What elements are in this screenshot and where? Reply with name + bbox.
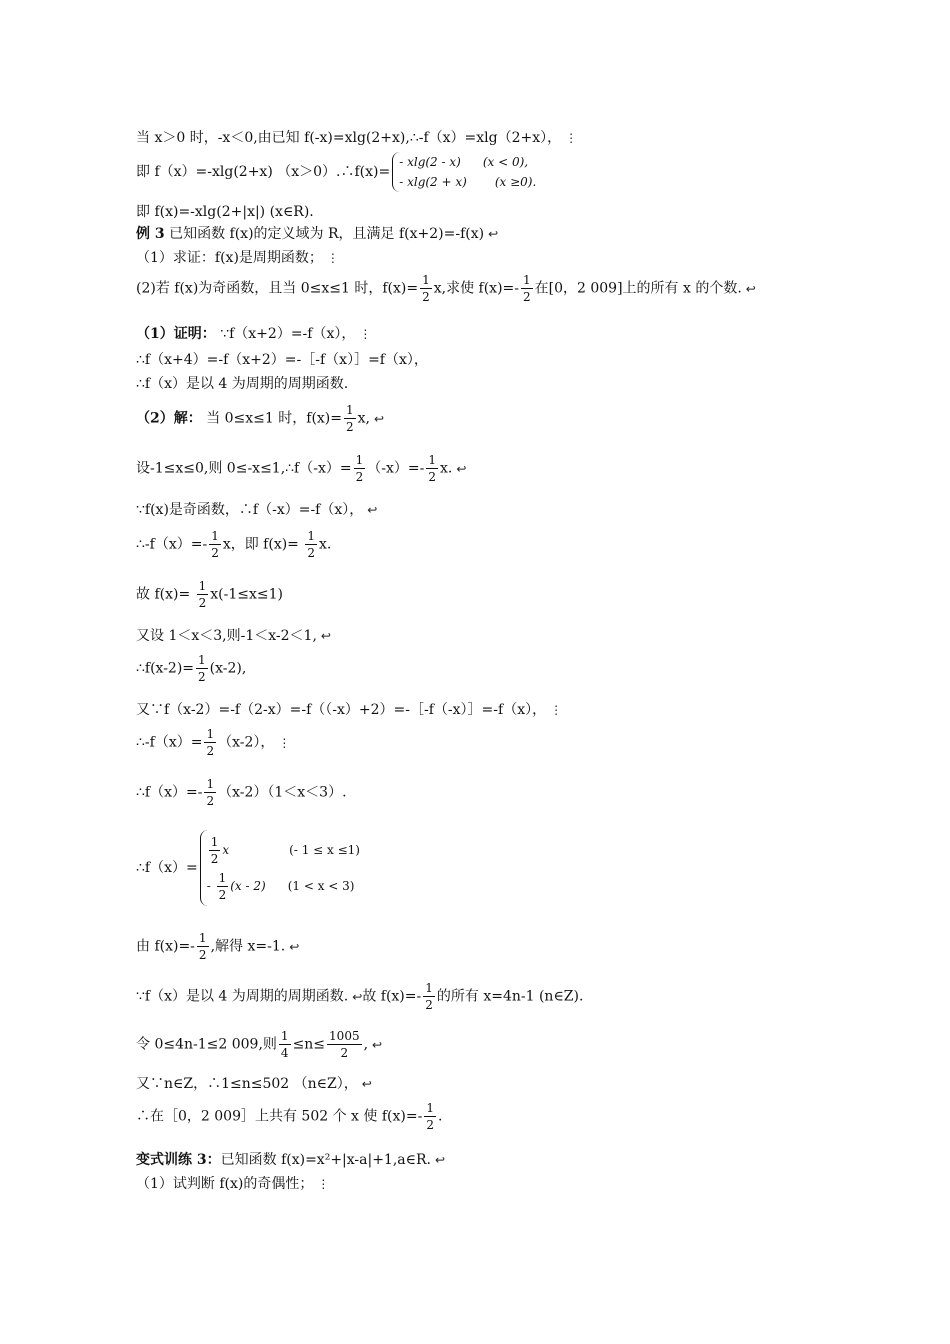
fraction: $\frac{1}{2}$ [523, 273, 531, 304]
fraction: $\frac{1}{2}$ [346, 403, 354, 434]
fraction: $\frac{1005}{2}$ [329, 1029, 360, 1060]
solution-line-7: ∴f(x-2)= $\frac{1}{2}$ (x-2), [136, 653, 247, 684]
piecewise-brace: $\frac{1}{2}$ x (- 1 ≤ x ≤1) - $\frac{1}{2}$ (x - 2) (1 < x < 3) [200, 830, 360, 906]
solution-line-15: 又∵n∈Z，∴1≤n≤502 （n∈Z）， ↩ [136, 1076, 372, 1092]
fraction: $\frac{1}{2}$ [198, 579, 207, 610]
return-arrow-icon: ↩ [352, 989, 363, 1004]
return-arrow-icon: ↩ [456, 461, 467, 476]
solution-line-16: ∴在［0，2 009］上共有 502 个 x 使 f(x)=- $\frac{1}{2}$ . [136, 1101, 443, 1132]
return-arrow-icon: ↩ [372, 1037, 383, 1052]
fraction: $\frac{1}{2}$ [355, 453, 364, 484]
proof-line-2: ∴f（x+4）=-f（x+2）=-［-f（x）］=f（x）， [136, 352, 428, 368]
solution-line-10: ∴f（x）=- $\frac{1}{2}$ （x-2）（1＜x＜3）. [136, 777, 347, 808]
return-arrow-icon: ↩ [374, 411, 385, 426]
line-2: 即 f（x）=-xlg(2+x) （x＞0）.∴f(x)= - xlg(2 - x) (x < 0), - xlg(2 + x) (x ≥0). [136, 152, 536, 192]
fraction: $\frac{1}{2}$ [211, 529, 219, 560]
solution-line-14: 令 0≤4n-1≤2 009,则 $\frac{1}{4}$ ≤n≤ $\frac{1005}{2}$ , ↩ [136, 1029, 383, 1060]
variant-training-3: 变式训练 3：已知函数 f(x)=x²+|x-a|+1,a∈R. ↩ [136, 1152, 446, 1168]
return-arrow-icon: ↩ [745, 281, 756, 296]
fraction: $\frac{1}{2}$ [307, 529, 315, 560]
example-3-heading: 例 3 已知函数 f(x)的定义域为 R，且满足 f(x+2)=-f(x) ↩ [136, 226, 499, 242]
example-3-q2: (2)若 f(x)为奇函数，且当 0≤x≤1 时，f(x)= $\frac{1}{2}$ x,求使 f(x)=- $\frac{1}{2}$ 在[0，2 009]上的所有 x 的个数. ↩ [136, 273, 756, 304]
solution-line-2: 设-1≤x≤0,则 0≤-x≤1,∴f（-x）= $\frac{1}{2}$ （-x）=- $\frac{1}{2}$ x. ↩ [136, 453, 467, 484]
fraction: $\frac{1}{2}$ [206, 777, 215, 808]
fraction: $\frac{1}{2}$ [198, 931, 207, 962]
solution-line-3: ∵f(x)是奇函数，∴f（-x）=-f（x）， ↩ [136, 502, 378, 518]
return-arrow-icon: ↩ [361, 1077, 372, 1091]
line-1: 当 x＞0 时，-x＜0,由已知 f(-x)=xlg(2+x),∴-f（x）=xlg（2+x）， ⋮ [136, 130, 578, 146]
fraction: $\frac{1}{2}$ [428, 453, 436, 484]
solution-line-13: ∵f（x）是以 4 为周期的周期函数. ↩故 f(x)=- $\frac{1}{2}$ 的所有 x=4n-1 (n∈Z). [136, 981, 584, 1012]
paragraph-mark-icon: ⋮ [278, 735, 291, 750]
solution-line-8: 又∵f（x-2）=-f（2-x）=-f（（-x）+2）=-［-f（-x）］=-f（x）， ⋮ [136, 702, 563, 718]
paragraph-mark-icon: ⋮ [317, 1177, 330, 1191]
proof-line-3: ∴f（x）是以 4 为周期的周期函数. [136, 376, 349, 392]
variant-training-3-q1: （1）试判断 f(x)的奇偶性； ⋮ [136, 1176, 330, 1192]
fraction: $\frac{1}{2}$ [422, 273, 430, 304]
solution-line-12: 由 f(x)=- $\frac{1}{2}$ ,解得 x=-1. ↩ [136, 931, 300, 962]
piecewise-result: ∴f（x）= $\frac{1}{2}$ x (- 1 ≤ x ≤1) - $\frac{1}{2}$ (x - 2) (1 < x < 3) [136, 830, 360, 906]
solution-line-4: ∴-f（x）=- $\frac{1}{2}$ x，即 f(x)= $\frac{1}{2}$ x. [136, 529, 332, 560]
proof-line-1: （1）证明： ∵f（x+2）=-f（x）， ⋮ [136, 326, 372, 342]
solution-line-1: （2）解： 当 0≤x≤1 时，f(x)= $\frac{1}{2}$ x, ↩ [136, 403, 385, 434]
return-arrow-icon: ↩ [367, 503, 378, 517]
solution-line-6: 又设 1＜x＜3,则-1＜x-2＜1, ↩ [136, 628, 331, 644]
paragraph-mark-icon: ⋮ [326, 251, 339, 265]
return-arrow-icon: ↩ [435, 1153, 446, 1167]
example-3-q1: （1）求证：f(x)是周期函数； ⋮ [136, 250, 339, 266]
solution-line-9: ∴-f（x）= $\frac{1}{2}$ （x-2）， ⋮ [136, 727, 291, 758]
paragraph-mark-icon: ⋮ [565, 131, 578, 145]
paragraph-mark-icon: ⋮ [359, 327, 372, 341]
fraction: $\frac{1}{2}$ [426, 1101, 434, 1132]
fraction: $\frac{1}{2}$ [218, 871, 227, 902]
solution-line-5: 故 f(x)= $\frac{1}{2}$ x(-1≤x≤1) [136, 579, 284, 610]
return-arrow-icon: ↩ [488, 227, 499, 241]
fraction: $\frac{1}{2}$ [198, 653, 206, 684]
return-arrow-icon: ↩ [289, 939, 300, 954]
return-arrow-icon: ↩ [320, 629, 331, 643]
fraction: $\frac{1}{2}$ [425, 981, 433, 1012]
fraction: $\frac{1}{2}$ [210, 835, 219, 866]
piecewise-brace: - xlg(2 - x) (x < 0), - xlg(2 + x) (x ≥0). [392, 152, 536, 192]
line-3: 即 f(x)=-xlg(2+|x|) (x∈R). [136, 204, 314, 220]
fraction: $\frac{1}{4}$ [280, 1029, 289, 1060]
fraction: $\frac{1}{2}$ [206, 727, 215, 758]
paragraph-mark-icon: ⋮ [550, 703, 563, 717]
